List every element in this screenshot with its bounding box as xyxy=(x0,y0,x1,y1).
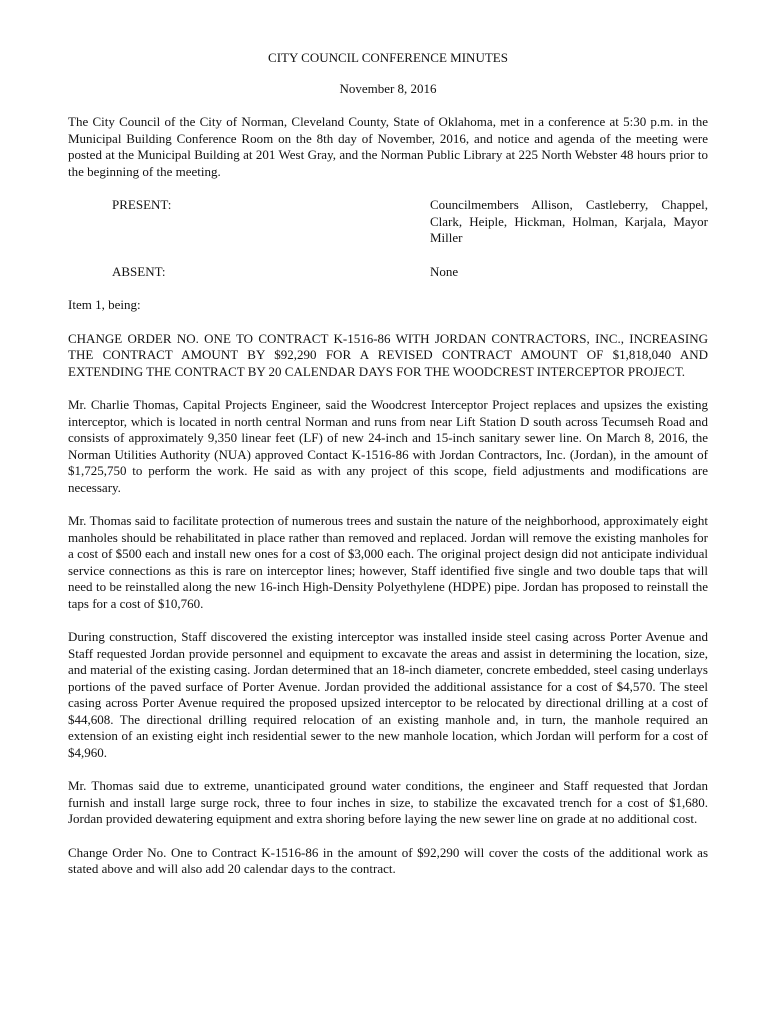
item-heading: CHANGE ORDER NO. ONE TO CONTRACT K-1516-86 WITH JORDAN CONTRACTORS, INC., INCREASING THE CONTRACT AMOUNT BY $92,290 FOR A REVISED CONTRACT AMOUNT OF $1,818,040 AND EXTENDING THE CONTRACT BY 20 CALENDAR DAYS FOR THE WOODCREST INTERCEPTOR PROJECT. xyxy=(68,330,708,379)
absent-row xyxy=(68,264,708,281)
present-value: Councilmembers Allison, Castleberry, Chappel, Clark, Heiple, Hickman, Holman, Karjala, Mayor Miller xyxy=(430,197,708,245)
body-paragraph-4: Mr. Thomas said due to extreme, unanticipated ground water conditions, the engineer and Staff requested that Jordan furnish and install large surge rock, three to four inches in size, to stabilize the excavated trench for a cost of $1,680. Jordan provided dewatering equipment and extra shoring before laying the new sewer line on grade at no additional cost. xyxy=(68,778,708,826)
item-label: Item 1, being: xyxy=(68,297,141,312)
present-label: PRESENT: xyxy=(112,197,172,212)
intro-paragraph: The City Council of the City of Norman, Cleveland County, State of Oklahoma, met in a conference at 5:30 p.m. in the Municipal Building Conference Room on the 8th day of November, 2016, and notice and agenda of the meeting were posted at the Municipal Building at 201 West Gray, and the Norman Public Library at 225 North Webster 48 hours prior to the beginning of the meeting. xyxy=(68,114,708,179)
body-paragraph-3: During construction, Staff discovered the existing interceptor was installed inside steel casing across Porter Avenue and Staff requested Jordan provide personnel and equipment to excavate the areas and assist in determining the location, size, and material of the existing casing. Jordan determined that an 18-inch diameter, concrete embedded, steel casing underlays portions of the paved surface of Porter Avenue. Jordan provided the additional assistance for a cost of $4,570. The steel casing across Porter Avenue required the proposed upsized interceptor to be relocated by directional drilling at a cost of $44,608. The directional drilling required relocation of an existing manhole and, in turn, the manhole required an extension of an existing eight inch residential sewer to the new manhole location, which Jordan will perform for a cost of $4,960. xyxy=(68,629,708,760)
body-paragraph-5: Change Order No. One to Contract K-1516-86 in the amount of $92,290 will cover the costs of the additional work as stated above and will also add 20 calendar days to the contract. xyxy=(68,844,708,876)
absent-value: None xyxy=(430,263,459,279)
body-paragraph-1: Mr. Charlie Thomas, Capital Projects Engineer, said the Woodcrest Interceptor Project replaces and upsizes the existing interceptor, which is located in north central Norman and runs from near Lift Station D south across Tecumseh Road and consists of approximately 9,350 linear feet (LF) of new 24-inch and 15-inch sanitary sewer line. On March 8, 2016, the Norman Utilities Authority (NUA) approved Contact K-1516-86 with Jordan Contractors, Inc. (Jordan), in the amount of $1,725,750 to perform the work. He said as with any project of this scope, field adjustments and modifications are necessary. xyxy=(68,397,708,495)
body-paragraph-2: Mr. Thomas said to facilitate protection of numerous trees and sustain the nature of the neighborhood, approximately eight manholes should be rehabilitated in place rather than removed and replaced. Jordan will remove the existing manholes for a cost of $500 each and install new ones for a cost of $3,000 each. The original project design did not anticipate individual service connections as this is rare on interceptor lines; however, Staff identified five single and two double taps that will need to be reinstalled along the new 16-inch High-Density Polyethylene (HDPE) pipe. Jordan has proposed to reinstall the taps for a cost of $10,760. xyxy=(68,513,708,611)
present-row xyxy=(68,197,708,247)
document-title: CITY COUNCIL CONFERENCE MINUTES xyxy=(268,50,508,65)
absent-label: ABSENT: xyxy=(112,263,166,279)
meeting-date: November 8, 2016 xyxy=(339,80,437,96)
